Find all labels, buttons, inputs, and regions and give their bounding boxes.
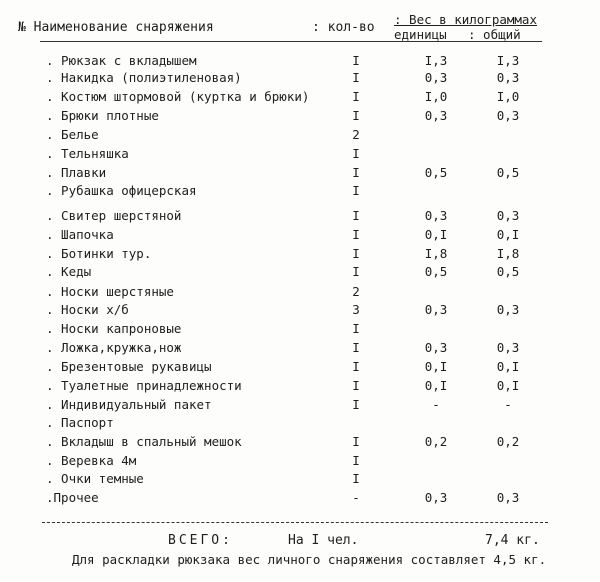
item-unit-weight: 0,5 (424, 165, 448, 180)
item-unit-weight: 0,3 (424, 70, 448, 85)
table-row (0, 434, 600, 452)
item-unit-weight: 0,3 (424, 490, 448, 505)
item-quantity: I (352, 227, 360, 242)
item-name: . Носки х/б (46, 302, 129, 317)
item-quantity: I (352, 108, 360, 123)
item-unit-weight: 0,3 (424, 302, 448, 317)
table-row (0, 146, 600, 164)
item-quantity: I (352, 146, 360, 161)
table-row (0, 453, 600, 471)
table-row (0, 165, 600, 183)
item-unit-weight: I,3 (424, 53, 448, 68)
item-name: .Прочее (46, 490, 99, 505)
item-quantity: I (352, 264, 360, 279)
table-row (0, 108, 600, 126)
item-unit-weight: 0,I (424, 227, 448, 242)
table-row (0, 490, 600, 508)
table-row (0, 53, 600, 71)
item-name: . Вкладыш в спальный мешок (46, 434, 242, 449)
table-row (0, 284, 600, 302)
item-quantity: I (352, 321, 360, 336)
item-name: . Тельняшка (46, 146, 129, 161)
table-row (0, 70, 600, 88)
item-name: . Шапочка (46, 227, 114, 242)
item-unit-weight: 0,3 (424, 108, 448, 123)
item-total-weight: I,8 (496, 246, 520, 261)
item-total-weight: 0,5 (496, 165, 520, 180)
item-name: . Ботинки тур. (46, 246, 152, 261)
item-name: . Веревка 4м (46, 453, 137, 468)
item-name: . Рюкзак с вкладышем (46, 53, 197, 68)
item-quantity: I (352, 378, 360, 393)
item-unit-weight: - (432, 397, 440, 412)
item-name: . Туалетные принадлежности (46, 378, 242, 393)
item-name: . Рубашка офицерская (46, 183, 197, 198)
item-total-weight: 0,I (496, 227, 520, 242)
item-quantity: I (352, 89, 360, 104)
item-quantity: I (352, 183, 360, 198)
item-name: . Брезентовые рукавицы (46, 359, 212, 374)
totals-label: ВСЕГО: (168, 533, 233, 548)
footer-divider (42, 522, 548, 523)
column-header-quantity: : кол-во (312, 20, 375, 35)
item-total-weight: 0,3 (496, 302, 520, 317)
item-total-weight: 0,5 (496, 264, 520, 279)
footnote: Для раскладки рюкзака вес личного снаряжения составляет 4,5 кг. (72, 552, 547, 567)
item-unit-weight: 0,3 (424, 340, 448, 355)
table-row (0, 415, 600, 433)
item-name: . Паспорт (46, 415, 114, 430)
item-quantity: 2 (352, 284, 360, 299)
item-quantity: I (352, 434, 360, 449)
item-unit-weight: 0,I (424, 378, 448, 393)
item-name: . Белье (46, 127, 99, 142)
item-quantity: 2 (352, 127, 360, 142)
item-name: . Носки капроновые (46, 321, 182, 336)
item-quantity: I (352, 53, 360, 68)
table-row (0, 340, 600, 358)
item-total-weight: I,0 (496, 89, 520, 104)
item-quantity: 3 (352, 302, 360, 317)
item-quantity: I (352, 471, 360, 486)
item-total-weight: 0,3 (496, 70, 520, 85)
item-unit-weight: 0,I (424, 359, 448, 374)
table-row (0, 397, 600, 415)
item-name: . Брюки плотные (46, 108, 159, 123)
item-unit-weight: I,8 (424, 246, 448, 261)
table-row (0, 183, 600, 201)
item-quantity: I (352, 208, 360, 223)
item-unit-weight: 0,5 (424, 264, 448, 279)
table-row (0, 471, 600, 489)
item-quantity: I (352, 397, 360, 412)
item-total-weight: 0,3 (496, 208, 520, 223)
table-row (0, 89, 600, 107)
item-name: . Костюм штормовой (куртка и брюки) (46, 89, 310, 104)
item-name: . Кеды (46, 264, 92, 279)
column-header-name: № Наименование снаряжения (18, 20, 214, 35)
table-row (0, 208, 600, 226)
table-row (0, 227, 600, 245)
item-total-weight: 0,3 (496, 340, 520, 355)
column-header-unit-weight: единицы (394, 27, 447, 42)
item-unit-weight: 0,2 (424, 434, 448, 449)
item-quantity: I (352, 453, 360, 468)
item-unit-weight: I,0 (424, 89, 448, 104)
item-name: . Плавки (46, 165, 107, 180)
item-quantity: I (352, 359, 360, 374)
item-total-weight: - (504, 397, 512, 412)
item-name: . Очки темные (46, 471, 144, 486)
table-row (0, 246, 600, 264)
item-total-weight: 0,I (496, 378, 520, 393)
item-total-weight: 0,3 (496, 490, 520, 505)
table-row (0, 321, 600, 339)
table-row (0, 127, 600, 145)
item-quantity: I (352, 340, 360, 355)
totals-per-person: На I чел. (288, 533, 359, 548)
item-unit-weight: 0,3 (424, 208, 448, 223)
item-name: . Накидка (полиэтиленовая) (46, 70, 242, 85)
item-name: . Индивидуальный пакет (46, 397, 212, 412)
item-name: . Ложка,кружка,нож (46, 340, 182, 355)
weight-header-title: : Вес в килограммах (394, 12, 537, 27)
item-name: . Свитер шерстяной (46, 208, 182, 223)
item-quantity: I (352, 70, 360, 85)
item-quantity: I (352, 246, 360, 261)
item-quantity: - (352, 490, 360, 505)
item-total-weight: 0,I (496, 359, 520, 374)
table-row (0, 378, 600, 396)
item-name: . Носки шерстяные (46, 284, 174, 299)
item-total-weight: 0,2 (496, 434, 520, 449)
table-row (0, 359, 600, 377)
item-quantity: I (352, 165, 360, 180)
table-row (0, 264, 600, 282)
item-total-weight: I,3 (496, 53, 520, 68)
table-row (0, 302, 600, 320)
item-total-weight: 0,3 (496, 108, 520, 123)
column-header-total-weight: : общий (468, 27, 521, 42)
totals-value: 7,4 кг. (485, 533, 540, 548)
